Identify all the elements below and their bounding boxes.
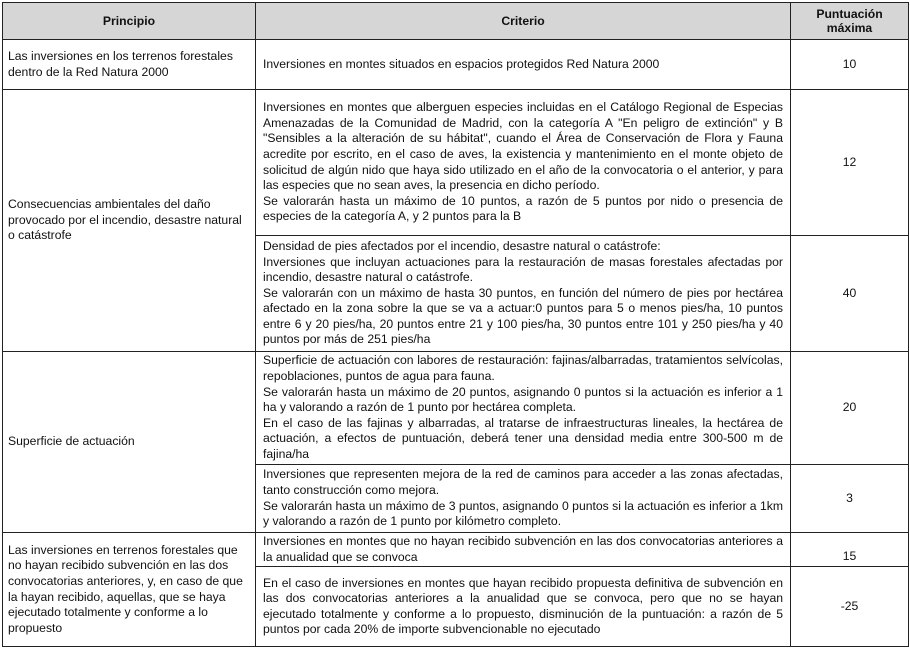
table-row	[3, 533, 909, 567]
criterion-cell	[256, 567, 791, 647]
criterion-cell	[256, 465, 791, 533]
table-row	[3, 40, 909, 90]
criterion-text: Se valorarán con un máximo de hasta 30 puntos, en función del número de pies por hectárea afectado en la zona sobre la que se va a actuar:0 puntos para 5 o menos pies/ha, 10 puntos entre 6 y 20 pies/ha, 20 puntos entre 21 y 100 pies/ha, 30 puntos entre 101 y 250 pies/ha y 40 puntos por más de 251 pies/ha	[263, 285, 783, 347]
header-principle: Principio	[3, 3, 256, 40]
criterion-text: Inversiones en montes situados en espacios protegidos Red Natura 2000	[263, 56, 660, 71]
score-cell: 12	[791, 90, 909, 236]
criterion-text: Se valorarán hasta un máximo de 3 puntos, asignando 0 puntos si la actuación es inferior a 1km y valorando a razón de 1 punto por kilómetro completo.	[263, 498, 783, 529]
table-row	[3, 90, 909, 236]
table-row	[3, 352, 909, 465]
header-row	[3, 3, 909, 40]
header-max-score: Puntuación máxima	[791, 3, 909, 40]
criterion-text: Superficie de actuación con labores de restauración: fajinas/albarradas, tratamientos selvícolas, repoblaciones, puntos de agua para fauna.	[263, 353, 783, 384]
criterion-text: En el caso de inversiones en montes que hayan recibido propuesta definitiva de subvención en las dos convocatorias anteriores a la anualidad que se convoca, pero que no se hayan ejecutado totalmente y conforme a lo propuesto, disminución de la puntuación: a razón de 5 puntos por cada 20% de importe subvencionable no ejecutado	[263, 575, 783, 637]
principle-cell: Las inversiones en terrenos forestales que no hayan recibido subvención en las dos convocatorias anteriores, y, en caso de que la hayan recibido, aquellas, que se haya ejecutado totalmente y conforme a lo propuesto	[3, 533, 256, 647]
score-cell: 10	[791, 40, 909, 90]
criterion-text: Inversiones en montes que no hayan recibido subvención en las dos convocatorias anteriores a la anualidad que se convoca	[263, 534, 783, 564]
criterion-text: Se valorarán hasta un máximo de 20 puntos, asignando 0 puntos si la actuación es inferior a 1 ha y valorando a razón de 1 punto por hectárea completa.	[263, 384, 783, 415]
criterion-cell	[256, 40, 791, 90]
score-cell: -25	[791, 567, 909, 647]
scoring-criteria-table	[2, 2, 909, 647]
criterion-text: Inversiones que representen mejora de la red de caminos para acceder a las zonas afectadas, tanto construcción como mejora.	[263, 467, 783, 497]
principle-cell: Consecuencias ambientales del daño provocado por el incendio, desastre natural o catástrofe	[3, 90, 256, 352]
criterion-text: En el caso de las fajinas y albarradas, al tratarse de infraestructuras lineales, la hectárea de actuación, a efectos de puntuación, deberá tener una densidad media entre 300-500 m de fajina/ha	[263, 415, 783, 461]
principle-cell: Superficie de actuación	[3, 352, 256, 533]
criterion-text: Inversiones en montes que alberguen especies incluidas en el Catálogo Regional de Especias Amenazadas de la Comunidad de Madrid, con la categoría A "En peligro de extinción" y B "Sensibles a la alteración de su hábitat", cuando el Área de Conservación de Flora y Fauna acredite por escrito, en el caso de aves, la existencia y mantenimiento en el monte objeto de solicitud de algún nido que haya sido utilizado en el año de la convocatoria o el anterior, y para las especies que no sean aves, la presencia en dicho período.	[263, 100, 783, 193]
criterion-text: Densidad de pies afectados por el incendio, desastre natural o catástrofe:	[263, 238, 661, 253]
score-cell: 20	[791, 352, 909, 465]
criterion-cell	[256, 236, 791, 352]
header-criterion: Criterio	[256, 3, 791, 40]
criterion-cell	[256, 352, 791, 465]
criterion-text: Se valorarán hasta un máximo de 10 puntos, a razón de 5 puntos por nido o presencia de especies de la categoría A, y 2 puntos para la B	[263, 193, 783, 224]
criterion-cell	[256, 90, 791, 236]
criterion-cell	[256, 533, 791, 567]
score-cell: 15	[791, 533, 909, 567]
score-cell: 3	[791, 465, 909, 533]
criterion-text: Inversiones que incluyan actuaciones para la restauración de masas forestales afectadas por incendio, desastre natural o catástrofe.	[263, 254, 783, 285]
principle-cell: Las inversiones en los terrenos forestales dentro de la Red Natura 2000	[3, 40, 256, 90]
score-cell: 40	[791, 236, 909, 352]
